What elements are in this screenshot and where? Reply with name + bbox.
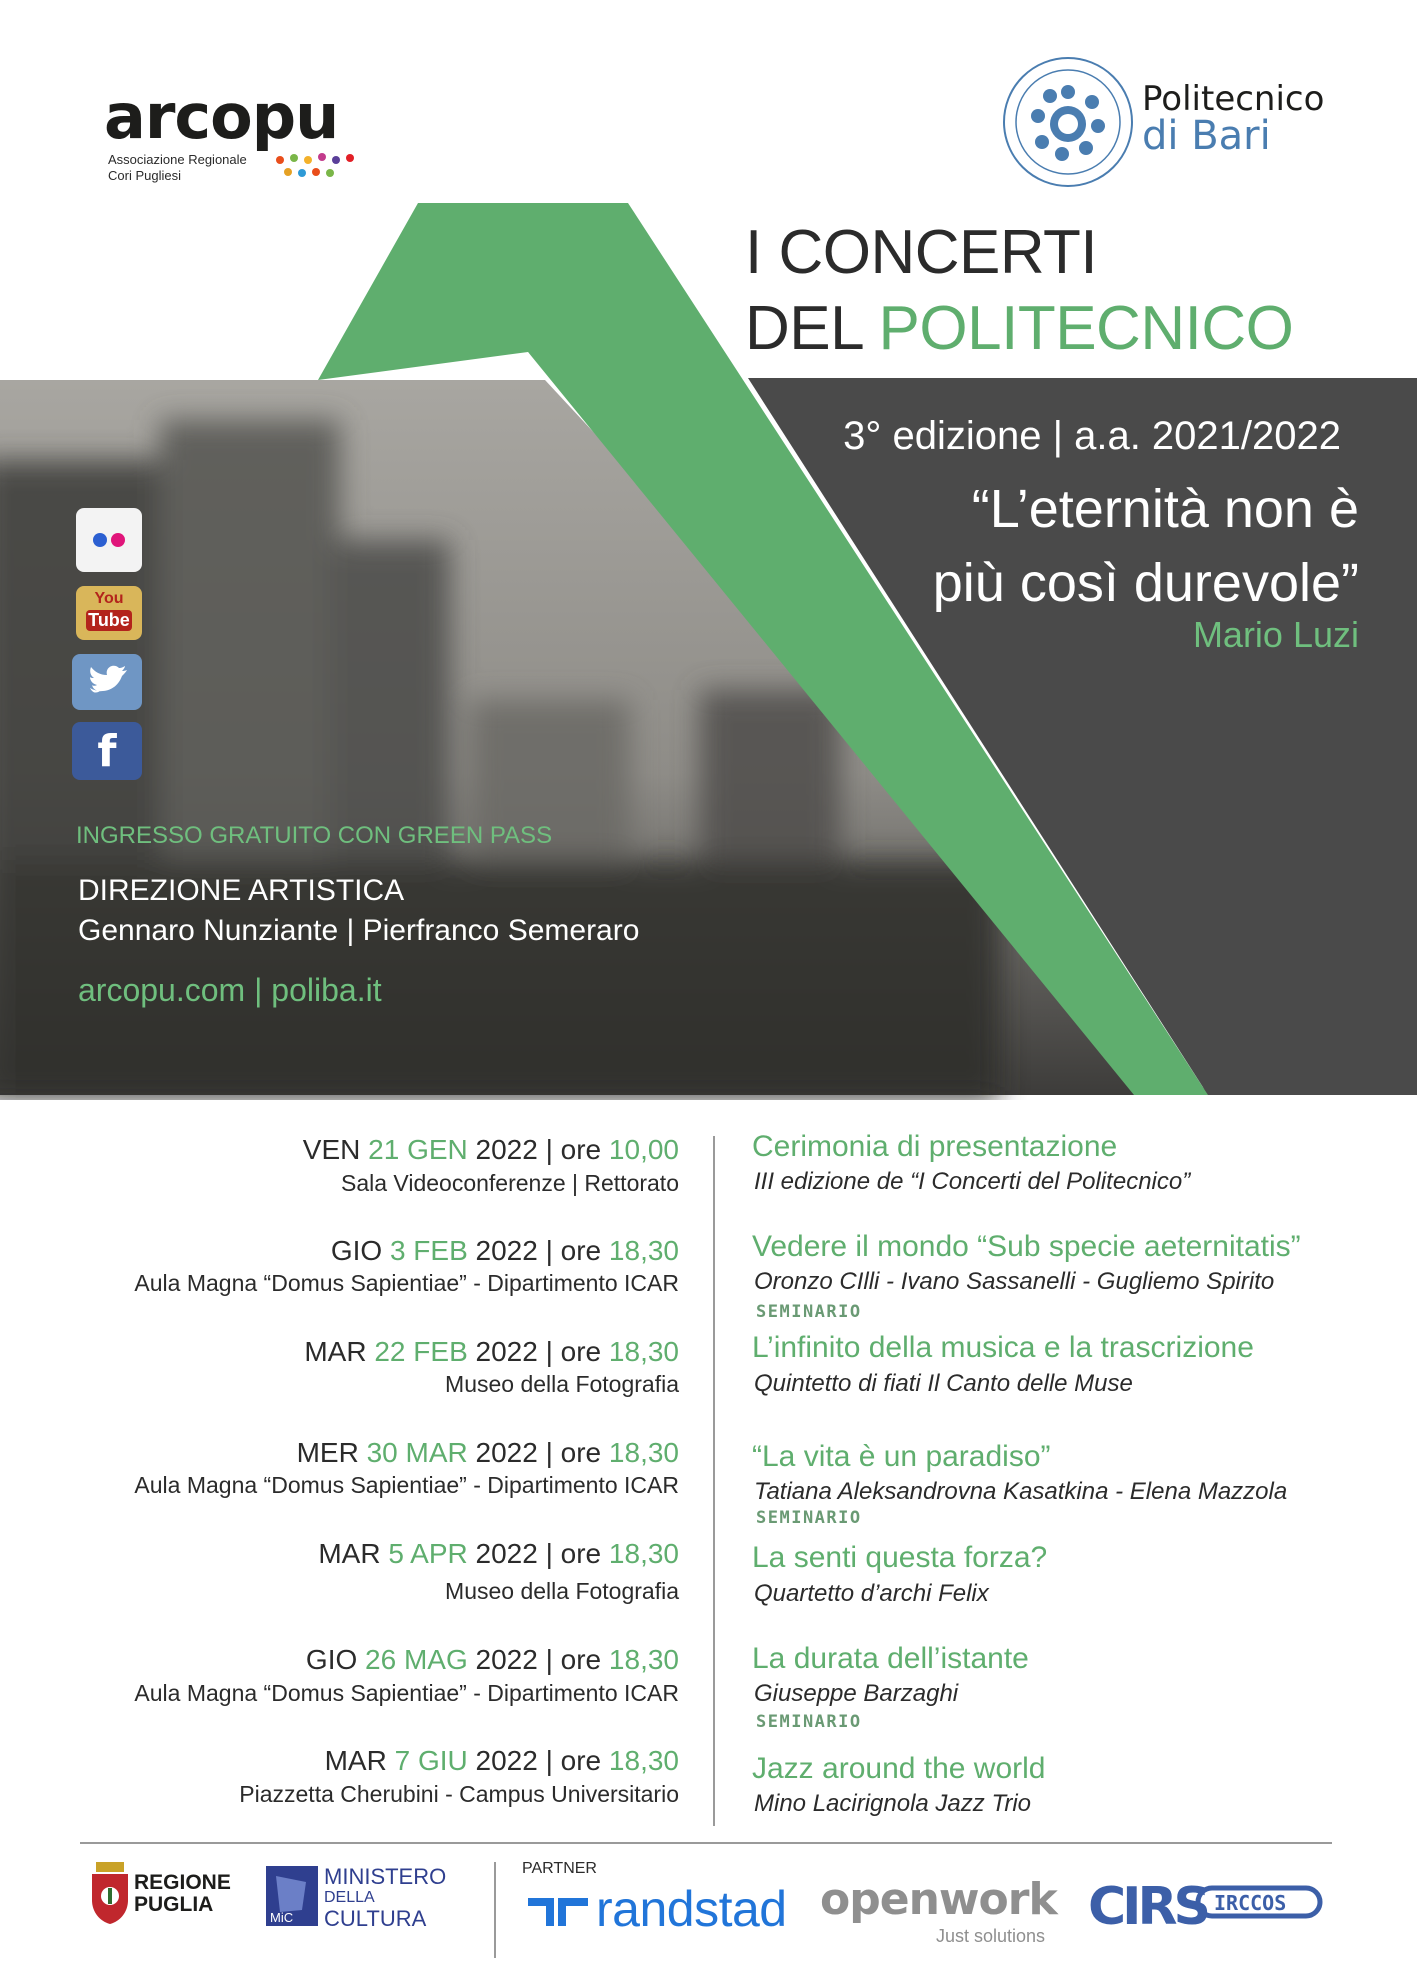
svg-text:MiC: MiC bbox=[270, 1910, 294, 1925]
footer-divider bbox=[80, 1842, 1332, 1844]
seminar-tag: SEMINARIO bbox=[756, 1712, 862, 1732]
event-place: Piazzetta Cherubini - Campus Universitario bbox=[239, 1781, 679, 1807]
quote-author: Mario Luzi bbox=[1192, 614, 1359, 655]
ministero-name: MINISTERO DELLA CULTURA bbox=[324, 1864, 447, 1931]
youtube-icon[interactable]: You Tube bbox=[76, 586, 142, 640]
quote-line-2: più così durevole” bbox=[932, 553, 1359, 613]
event-place: Sala Videoconferenze | Rettorato bbox=[341, 1170, 679, 1196]
openwork-tagline: Just solutions bbox=[936, 1926, 1046, 1946]
event-date: MER 30 MAR 2022 | ore 18,30 bbox=[296, 1437, 679, 1468]
event-date: MAR 22 FEB 2022 | ore 18,30 bbox=[304, 1336, 679, 1367]
di-bari-name: di Bari bbox=[1142, 113, 1271, 159]
free-entry-notice: INGRESSO GRATUITO CON GREEN PASS bbox=[76, 822, 553, 849]
edition-label: 3° edizione | a.a. 2021/2022 bbox=[843, 414, 1341, 458]
regione-puglia-name: REGIONE PUGLIA bbox=[134, 1871, 231, 1916]
twitter-icon[interactable] bbox=[72, 654, 142, 710]
colored-dots-icon bbox=[270, 150, 370, 180]
event-date: GIO 26 MAG 2022 | ore 18,30 bbox=[305, 1644, 679, 1675]
event-place: Museo della Fotografia bbox=[445, 1578, 679, 1604]
event-performers: Quintetto di fiati Il Canto delle Muse bbox=[754, 1370, 1133, 1397]
facebook-icon[interactable]: f bbox=[72, 722, 142, 780]
event-date: VEN 21 GEN 2022 | ore 10,00 bbox=[302, 1134, 679, 1165]
title-line-1: I CONCERTI bbox=[745, 218, 1098, 287]
partner-label: PARTNER bbox=[522, 1860, 597, 1877]
event-title: L’infinito della musica e la trascrizione bbox=[752, 1331, 1254, 1364]
openwork-logo[interactable]: openwork bbox=[820, 1874, 1057, 1925]
event-date: MAR 7 GIU 2022 | ore 18,30 bbox=[324, 1745, 679, 1776]
schedule-divider bbox=[713, 1136, 715, 1826]
websites-link[interactable]: arcopu.com | poliba.it bbox=[78, 972, 382, 1008]
randstad-logo[interactable] bbox=[520, 1872, 787, 1942]
event-title: Jazz around the world bbox=[752, 1752, 1046, 1785]
title-line-2: DEL POLITECNICO bbox=[745, 294, 1294, 363]
event-place: Museo della Fotografia bbox=[445, 1371, 679, 1397]
event-date: MAR 5 APR 2022 | ore 18,30 bbox=[318, 1538, 679, 1569]
event-performers: Tatiana Aleksandrovna Kasatkina - Elena Mazzola bbox=[754, 1478, 1288, 1505]
event-performers: Mino Lacirignola Jazz Trio bbox=[754, 1790, 1031, 1817]
cirs-wordmark: CIRS bbox=[1088, 1877, 1208, 1937]
randstad-wordmark: randstad bbox=[596, 1881, 787, 1937]
seminar-tag: SEMINARIO bbox=[756, 1508, 862, 1528]
politecnico-logo[interactable] bbox=[1000, 52, 1330, 192]
event-date: GIO 3 FEB 2022 | ore 18,30 bbox=[330, 1235, 679, 1266]
politecnico-name: Politecnico bbox=[1142, 79, 1325, 119]
arcopu-wordmark: arcopu bbox=[104, 80, 339, 153]
artistic-direction-label: DIREZIONE ARTISTICA bbox=[78, 874, 405, 907]
event-performers: Giuseppe Barzaghi bbox=[754, 1680, 959, 1707]
irccos-wordmark: IRCCOS bbox=[1214, 1891, 1287, 1915]
arcopu-subtitle: Associazione Regionale Cori Pugliesi bbox=[108, 152, 247, 183]
seminar-tag: SEMINARIO bbox=[756, 1302, 862, 1322]
event-performers: Quartetto d’archi Felix bbox=[754, 1580, 989, 1607]
event-title: “La vita è un paradiso” bbox=[752, 1440, 1051, 1473]
event-title: La senti questa forza? bbox=[752, 1541, 1048, 1574]
politecnico-seal-icon bbox=[1000, 54, 1136, 190]
mic-icon bbox=[266, 1866, 318, 1926]
event-performers: III edizione de “I Concerti del Politecnico” bbox=[754, 1168, 1191, 1195]
event-title: Cerimonia di presentazione bbox=[752, 1130, 1118, 1163]
ministero-cultura-logo[interactable] bbox=[266, 1866, 446, 1936]
event-place: Aula Magna “Domus Sapientiae” - Dipartimento ICAR bbox=[134, 1270, 679, 1296]
regione-crest-icon bbox=[88, 1860, 132, 1926]
event-performers: Oronzo CIlli - Ivano Sassanelli - Gugliemo Spirito bbox=[754, 1268, 1275, 1295]
regione-puglia-logo[interactable] bbox=[88, 1860, 238, 1930]
event-title: Vedere il mondo “Sub specie aeternitatis” bbox=[752, 1230, 1301, 1263]
footer-vertical-divider bbox=[494, 1862, 496, 1958]
flickr-icon[interactable] bbox=[76, 508, 142, 572]
arcopu-logo[interactable] bbox=[104, 80, 364, 196]
event-place: Aula Magna “Domus Sapientiae” - Dipartimento ICAR bbox=[134, 1472, 679, 1498]
randstad-mark-icon bbox=[524, 1886, 594, 1936]
cirs-irccos-logo[interactable] bbox=[1088, 1876, 1328, 1946]
artistic-directors: Gennaro Nunziante | Pierfranco Semeraro bbox=[78, 914, 640, 947]
event-title: La durata dell’istante bbox=[752, 1642, 1029, 1675]
quote-line-1: “L’eternità non è bbox=[971, 479, 1359, 539]
event-place: Aula Magna “Domus Sapientiae” - Dipartimento ICAR bbox=[134, 1680, 679, 1706]
